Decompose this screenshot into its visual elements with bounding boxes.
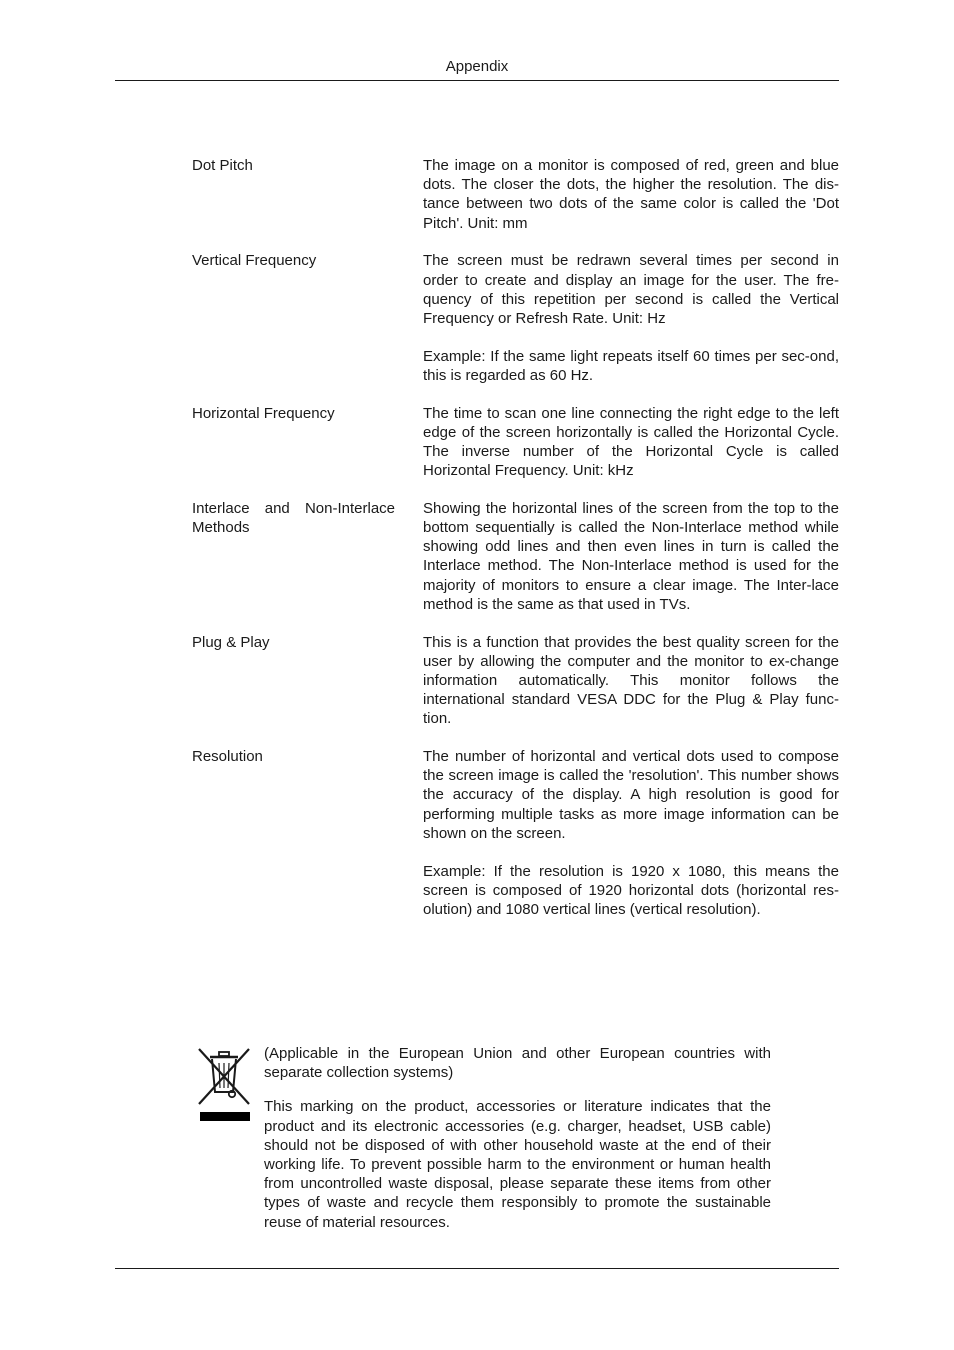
glossary-definition (423, 404, 839, 481)
glossary-term: Resolution (192, 748, 263, 766)
definition-paragraph: The image on a monitor is composed of red, green and blue dots. The closer the dots, the higher the resolution. The dis-tance between two dots of the same color is called the 'Dot Pitch'. Unit: mm (423, 157, 839, 232)
glossary-entry (192, 633, 839, 729)
glossary-term: Plug & Play (192, 633, 270, 651)
glossary-definition (423, 747, 839, 919)
glossary-term: Dot Pitch (192, 157, 253, 174)
definition-paragraph: The screen must be redrawn several times per second in order to create and display an image for the user. The fre-quency of this repetition per second is called the Vertical Frequency or Refresh Rate. Unit: Hz (423, 252, 839, 327)
crossed-out-wheelie-bin-icon (195, 1044, 253, 1124)
glossary-entry (192, 251, 839, 385)
page-header-title: Appendix (445, 58, 509, 75)
glossary-term: Horizontal Frequency (192, 404, 335, 422)
footer-divider (115, 1268, 839, 1269)
header-divider (115, 80, 839, 81)
weee-disposal-instructions: This marking on the product, accessories or literature indicates that the product and its electronic accessories (e.g. charger, headset, USB cable) should not be disposed of with other household waste at the end of their working life. To prevent possible harm to the environment or human health from uncontrolled waste disposal, please separate these items from other types of waste and recycle them responsibly to promote the sustainable reuse of material resources. (264, 1098, 771, 1231)
definition-paragraph: This is a function that provides the best quality screen for the user by allowing the computer and the monitor to ex-change information automatically. This monitor follows the international standard VESA DDC for the Plug & Play func-tion. (423, 633, 839, 728)
weee-applicability-note: (Applicable in the European Union and other European countries with separate collection systems) (264, 1045, 771, 1082)
weee-text-block (264, 1044, 771, 1247)
definition-paragraph: The number of horizontal and vertical dots used to compose the screen image is called the 'resolution'. This number shows the accuracy of the display. A high resolution is good for performing multiple tasks as more image information can be shown on the screen. (423, 748, 839, 842)
glossary-term: Vertical Frequency (192, 252, 317, 270)
glossary-definition (423, 251, 839, 385)
glossary-term: Interlace and Non-Interlace Methods (192, 499, 395, 537)
definition-example: Example: If the same light repeats itself 60 times per sec-ond, this is regarded as 60 Hz. (423, 347, 839, 384)
glossary-definition (423, 156, 839, 233)
definition-example: Example: If the resolution is 1920 x 1080, this means the screen is composed of 1920 horizontal dots (horizontal res-olution) and 1080 vertical lines (vertical resolution). (423, 862, 839, 918)
glossary-definition (423, 633, 839, 729)
glossary-entry (192, 747, 839, 919)
definition-paragraph: The time to scan one line connecting the right edge to the left edge of the screen horizontally is called the Horizontal Cycle. The inverse number of the Horizontal Cycle is called Horizontal Frequency. Unit: kHz (423, 404, 839, 480)
glossary-entry (192, 404, 839, 481)
glossary-table (192, 156, 839, 938)
glossary-entry (192, 499, 839, 614)
definition-paragraph: Showing the horizontal lines of the screen from the top to the bottom sequentially is called the Non-Interlace method while showing odd lines and then even lines in turn is called the Interlace method. The Non-Interlace method is used for the majority of monitors to ensure a clear image. The Inter-lace method is the same as that used in TVs. (423, 499, 839, 613)
glossary-definition (423, 499, 839, 614)
glossary-entry (192, 156, 839, 233)
